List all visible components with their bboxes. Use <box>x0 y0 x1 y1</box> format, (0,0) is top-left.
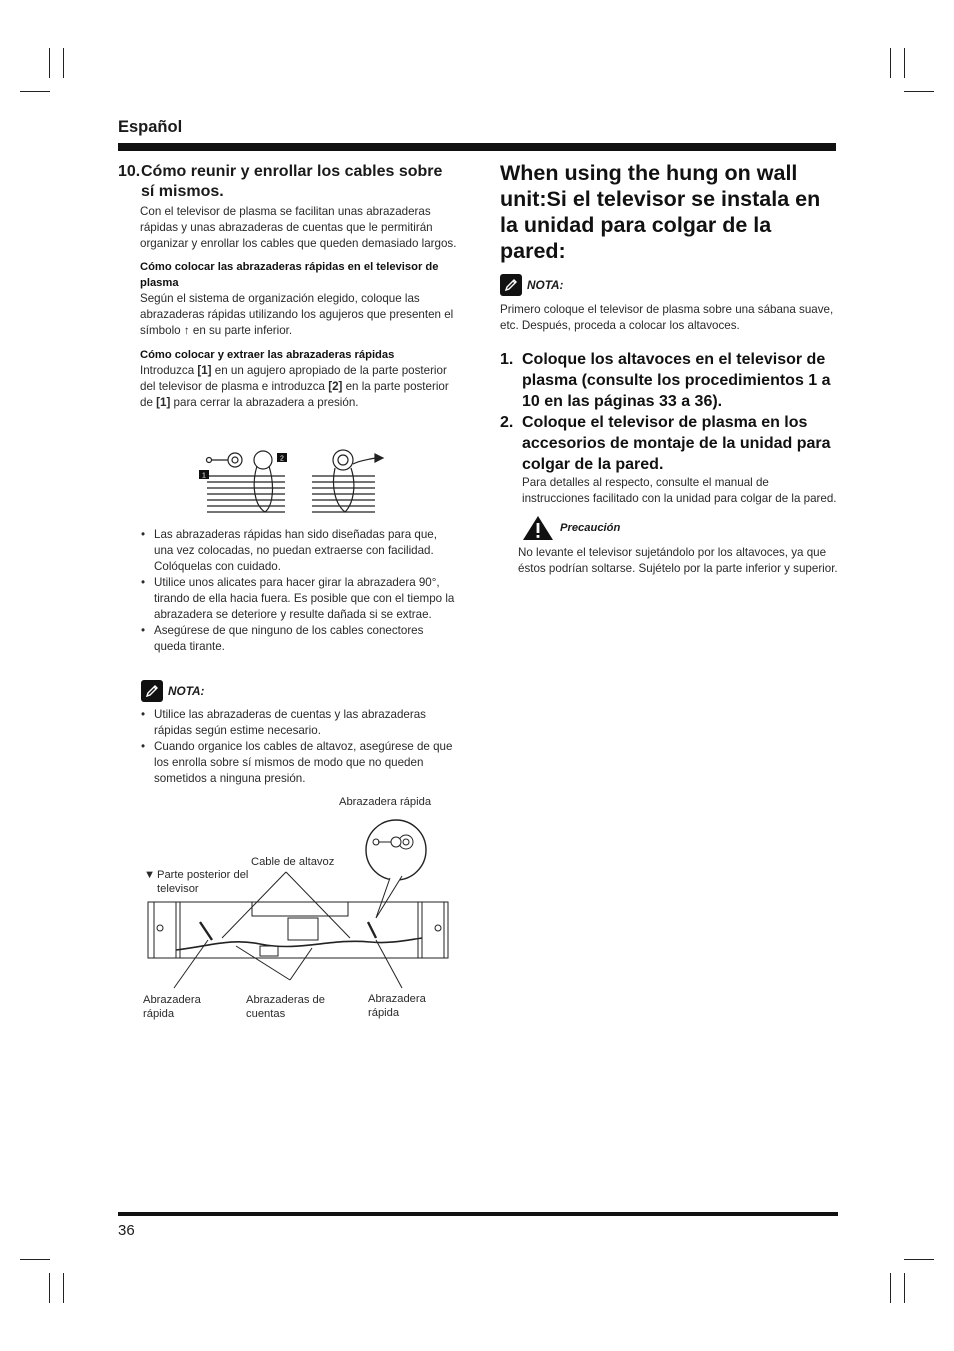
label-quick-clamp-right: Abrazadera rápida <box>368 993 426 1019</box>
step-2-detail: Para detalles al respecto, consulte el manual de instrucciones facilitado con la unidad para colgar de la pared. <box>522 476 837 505</box>
insert-text: Introduzca <box>140 364 195 377</box>
list-item: • Utilice unos alicates para hacer girar la abrazadera 90°, tirando de ella hacia fuera. Es posible que con el tiempo la abrazadera se deteriore y resulte dañada si se extrae. <box>154 575 458 623</box>
nota-label: NOTA: <box>527 278 564 292</box>
pencil-icon <box>141 680 163 702</box>
section-number: 10. <box>118 163 141 180</box>
step-1 <box>500 349 838 412</box>
fig-label-1: 1 <box>202 472 206 480</box>
list-item: • Cuando organice los cables de altavoz, asegúrese de que los enrolla sobre sí mismos de modo que no queden sometidos a ninguna presión. <box>154 739 458 787</box>
nota-heading <box>500 274 838 296</box>
footer-rule <box>118 1212 838 1216</box>
crop-mark <box>63 48 64 78</box>
step-number: 1. <box>500 351 514 368</box>
label-speaker-cable: Cable de altavoz <box>251 856 335 868</box>
insert-text: para cerrar la abrazadera a presión. <box>173 396 359 409</box>
ref-1: [1] <box>156 396 171 409</box>
crop-mark <box>890 1273 891 1303</box>
left-column <box>118 162 458 411</box>
right-column <box>500 160 838 577</box>
intro-paragraph: Con el televisor de plasma se facilitan unas abrazaderas rápidas y unas abrazaderas de cuentas que le permitirán organizar y enrollar los cables que queden demasiado largos. <box>140 205 457 250</box>
step-number: 2. <box>500 414 514 431</box>
crop-mark <box>904 1273 905 1303</box>
subheading-attach: Cómo colocar las abrazaderas rápidas en el televisor de plasma <box>140 261 439 289</box>
caution-text: No levante el televisor sujetándolo por los altavoces, ya que éstos podrían soltarse. Sujételo por la parte inferior y superior. <box>518 546 838 575</box>
label-quick-clamp-top: Abrazadera rápida <box>339 796 432 808</box>
nota-label: NOTA: <box>168 684 205 698</box>
label-bead-clamps: Abrazaderas de cuentas <box>246 994 325 1020</box>
crop-mark <box>20 1259 50 1260</box>
clamp-illustration <box>195 446 390 518</box>
ref-2: [2] <box>328 380 343 393</box>
language-label: Español <box>118 118 183 136</box>
caution-label: Precaución <box>560 522 621 534</box>
list-item: • Utilice las abrazaderas de cuentas y las abrazaderas rápidas según estime necesario. <box>154 707 458 739</box>
insert-paragraph <box>140 363 458 411</box>
step-text: Coloque los altavoces en el televisor de plasma (consulte los procedimientos 1 a 10 en las páginas 33 a 36). <box>522 351 831 410</box>
page-number: 36 <box>118 1222 135 1239</box>
section-heading <box>118 162 458 202</box>
label-quick-clamp-left: Abrazadera rápida <box>143 994 201 1020</box>
arrow-symbol: ↑ <box>183 324 190 337</box>
list-item: • Asegúrese de que ninguno de los cables conectores queda tirante. <box>154 623 458 655</box>
crop-mark <box>49 1273 50 1303</box>
nota-heading <box>141 680 204 702</box>
section-title: Cómo reunir y enrollar los cables sobre sí mismos. <box>141 163 443 200</box>
step-text: Coloque el televisor de plasma en los accesorios de montaje de la unidad para colgar de la pared. <box>522 414 831 473</box>
crop-mark <box>904 91 934 92</box>
attach-text: Según el sistema de organización elegido, coloque las abrazaderas rápidas utilizando los agujeros que presenten el símbolo <box>140 292 454 337</box>
crop-mark <box>49 48 50 78</box>
header-rule <box>118 143 836 151</box>
fig-label-2: 2 <box>280 455 284 463</box>
list-item: • Las abrazaderas rápidas han sido diseñadas para que, una vez colocadas, no puedan extraerse con facilidad. Colóquelas con cuidado. <box>154 527 458 575</box>
crop-mark <box>20 91 50 92</box>
bullet-list-block <box>118 527 458 655</box>
label-rear-of-tv: Parte posterior del televisor <box>157 869 249 895</box>
ref-1: [1] <box>197 364 212 377</box>
insert-text: en un agujero apropiado de la parte posterior del televisor de plasma e introduzca <box>140 364 447 393</box>
step-2 <box>500 412 838 475</box>
attach-paragraph <box>140 291 458 339</box>
crop-mark <box>904 48 905 78</box>
crop-mark <box>63 1273 64 1303</box>
pencil-icon <box>500 274 522 296</box>
crop-mark <box>904 1259 934 1260</box>
tv-rear-diagram <box>140 810 455 990</box>
label-rear-marker: ▼ <box>144 869 156 881</box>
page-heading: When using the hung on wall unit:Si el televisor se instala en la unidad para colgar de la pared: <box>500 161 821 263</box>
attach-text-end: en su parte inferior. <box>192 324 293 337</box>
insert-text: en la parte posterior de <box>140 380 449 409</box>
crop-mark <box>890 48 891 78</box>
subheading-insert-remove: Cómo colocar y extraer las abrazaderas rápidas <box>140 349 395 361</box>
nota-text: Primero coloque el televisor de plasma sobre una sábana suave, etc. Después, proceda a colocar los altavoces. <box>500 303 834 332</box>
warning-icon <box>522 515 554 541</box>
nota-list-block <box>118 707 458 787</box>
caution-heading <box>500 515 838 541</box>
